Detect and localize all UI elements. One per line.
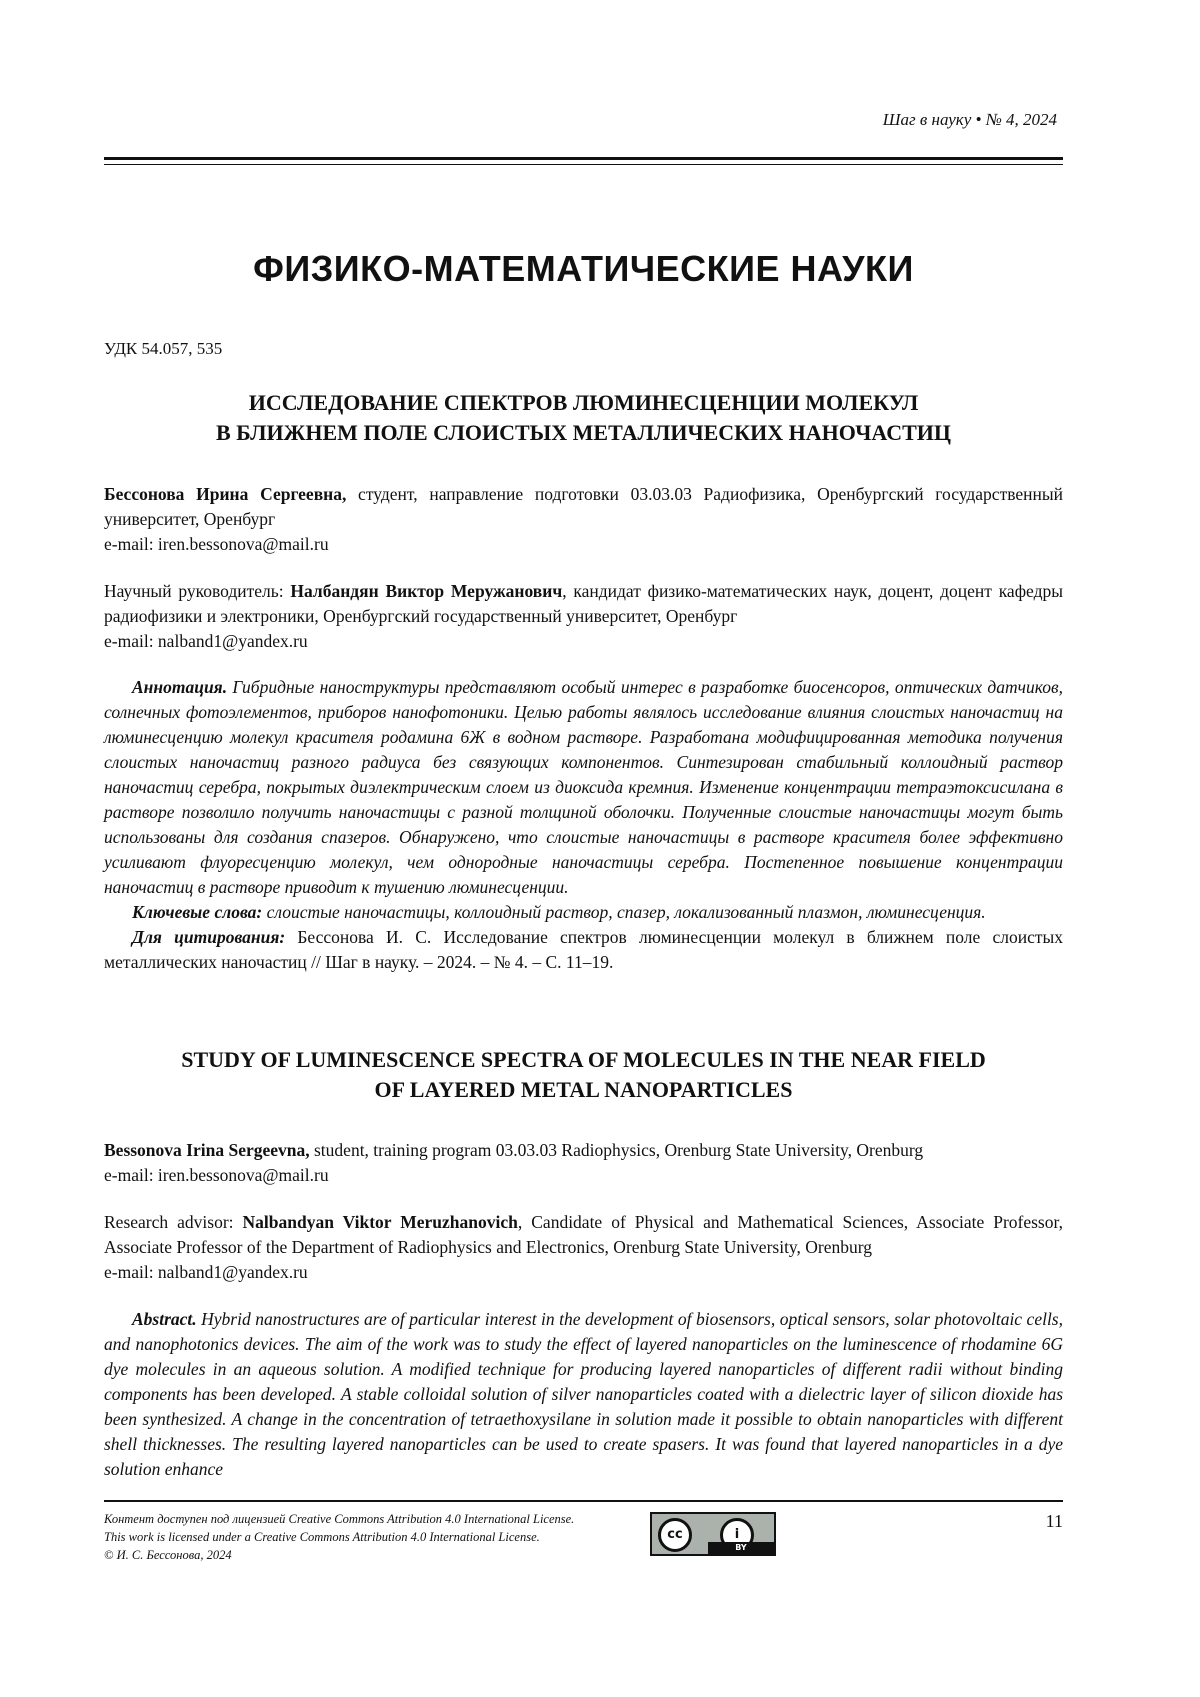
advisor-email-en: e-mail: nalband1@yandex.ru (104, 1262, 308, 1282)
advisor-info-ru (104, 579, 1063, 654)
author-affiliation-en: student, training program 03.03.03 Radiophysics, Orenburg State University, Orenburg (309, 1140, 924, 1160)
author-affiliation-ru: студент, направление подготовки 03.03.03 Радиофизика, Оренбургский государственный университет, Оренбург (104, 484, 1063, 529)
advisor-name-en: Nalbandyan Viktor Meruzhanovich (242, 1212, 518, 1232)
author-email-en: e-mail: iren.bessonova@mail.ru (104, 1165, 329, 1185)
copyright-text: © И. С. Бессонова, 2024 (104, 1548, 232, 1562)
article-title-en-line-1: STUDY OF LUMINESCENCE SPECTRA OF MOLECULES IN THE NEAR FIELD (181, 1047, 986, 1072)
advisor-email-ru: e-mail: nalband1@yandex.ru (104, 631, 308, 651)
article-title-ru-line-1: ИССЛЕДОВАНИЕ СПЕКТРОВ ЛЮМИНЕСЦЕНЦИИ МОЛЕКУЛ (248, 390, 919, 415)
author-info-ru (104, 482, 1063, 557)
abstract-en (104, 1307, 1063, 1482)
cc-by-license-badge[interactable] (650, 1512, 776, 1556)
advisor-affiliation-en: , Candidate of Physical and Mathematical Sciences, Associate Professor, Associate Professor of the Department of Radiophysics and Electronics, Orenburg State University, Orenburg (104, 1212, 1063, 1257)
citation-text-ru: Бессонова И. С. Исследование спектров люминесценции молекул в ближнем поле слоистых металлических наночастиц // Шаг в науку. – 2024. – № 4. – С. 11–19. (104, 927, 1063, 972)
attribution-icon: i (720, 1518, 754, 1552)
author-name-en: Bessonova Irina Sergeevna, (104, 1140, 310, 1160)
article-title-ru-line-2: В БЛИЖНЕМ ПОЛЕ СЛОИСТЫХ МЕТАЛЛИЧЕСКИХ НАНОЧАСТИЦ (215, 420, 952, 445)
article-title-en-line-2: OF LAYERED METAL NANOPARTICLES (374, 1077, 793, 1102)
abstract-label-ru: Аннотация. (132, 677, 228, 697)
license-text-ru: Контент доступен под лицензией Creative Commons Attribution 4.0 International License. (104, 1512, 575, 1526)
keywords-text-ru: слоистые наночастицы, коллоидный раствор, спазер, локализованный плазмон, люминесценция. (262, 902, 986, 922)
author-info-en (104, 1138, 1063, 1188)
advisor-info-en (104, 1210, 1063, 1285)
cc-icon: cc (658, 1518, 692, 1552)
abstract-ru (104, 675, 1063, 975)
abstract-label-en: Abstract. (132, 1309, 197, 1329)
by-label: BY (708, 1542, 774, 1554)
footer-license (104, 1510, 574, 1564)
article-title-en (104, 1045, 1063, 1105)
advisor-prefix-en: Research advisor: (104, 1212, 243, 1232)
advisor-affiliation-ru: , кандидат физико-математических наук, доцент, доцент кафедры радиофизики и электроники, Оренбургский государственный университет, Оренбург (104, 581, 1063, 626)
running-head: Шаг в науку • № 4, 2024 (882, 110, 1057, 129)
udc-code: УДК 54.057, 535 (104, 339, 223, 358)
author-email-ru: e-mail: iren.bessonova@mail.ru (104, 534, 329, 554)
citation-label-ru: Для цитирования: (132, 927, 286, 947)
author-name-ru: Бессонова Ирина Сергеевна, (104, 484, 347, 504)
page-number: 11 (1045, 1511, 1063, 1531)
header-double-rule (104, 157, 1063, 165)
license-text-en: This work is licensed under a Creative Commons Attribution 4.0 International License. (104, 1530, 540, 1544)
keywords-label-ru: Ключевые слова: (132, 902, 263, 922)
advisor-name-ru: Налбандян Виктор Меружанович (290, 581, 563, 601)
abstract-text-en: Hybrid nanostructures are of particular interest in the development of biosensors, optical sensors, solar photovoltaic cells, and nanophotonics devices. The aim of the work was to study the effect of layered nanoparticles on the luminescence of rhodamine 6G dye molecules in an aqueous solution. A modified technique for producing layered nanoparticles of different radii without binding components has been developed. A stable colloidal solution of silver nanoparticles coated with a dielectric layer of silicon dioxide has been synthesized. A change in the concentration of tetraethoxysilane in solution made it possible to obtain nanoparticles with different shell thicknesses. The resulting layered nanoparticles can be used to create spasers. It was found that layered nanoparticles in a dye solution enhance (104, 1309, 1063, 1479)
article-title-ru (104, 388, 1063, 448)
advisor-prefix-ru: Научный руководитель: (104, 581, 291, 601)
footer-rule (104, 1500, 1063, 1502)
section-title: ФИЗИКО-МАТЕМАТИЧЕСКИЕ НАУКИ (253, 248, 914, 289)
abstract-text-ru: Гибридные наноструктуры представляют особый интерес в разработке биосенсоров, оптических датчиков, солнечных фотоэлементов, приборов нанофотоники. Целью работы являлось исследование влияния слоистых наночастиц на люминесценцию молекул красителя родамина 6Ж в водном растворе. Разработана модифицированная методика получения слоистых наночастиц разного радиуса без связующих компонентов. Синтезирован стабильный коллоидный раствор наночастиц серебра, покрытых диэлектрическим слоем из диоксида кремния. Изменение концентрации тетраэтоксисилана в растворе позволило получить наночастицы с разной толщиной оболочки. Полученные слоистые наночастицы могут быть использованы для создания спазеров. Обнаружено, что слоистые наночастицы в растворе красителя более эффективно усиливают флуоресценцию молекул, чем однородные наночастицы серебра. Постепенное повышение концентрации наночастиц в растворе приводит к тушению люминесценции. (104, 677, 1063, 897)
